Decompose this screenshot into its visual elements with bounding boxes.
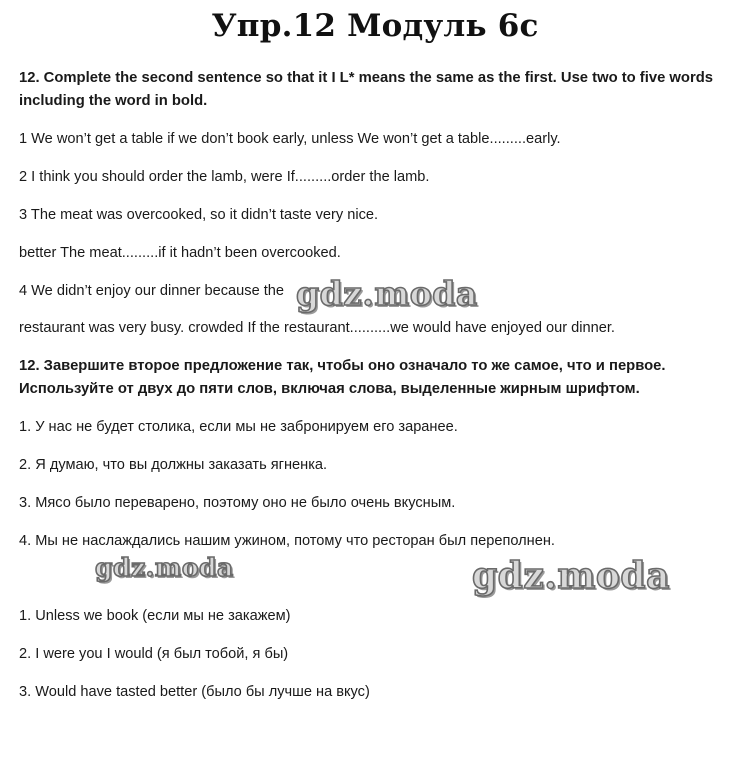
russian-item-3: 3. Мясо было переварено, поэтому оно не было очень вкусным. bbox=[19, 495, 456, 511]
answer-2: 2. I were you I would (я был тобой, я бы) bbox=[19, 646, 289, 662]
russian-item-1: 1. У нас не будет столика, если мы не забронируем его заранее. bbox=[19, 419, 458, 435]
english-item-1: 1 We won’t get a table if we don’t book early, unless We won’t get a table.........early. bbox=[19, 131, 561, 147]
english-instruction-line-2: including the word in bold. bbox=[19, 93, 208, 109]
russian-item-4: 4. Мы не наслаждались нашим ужином, потому что ресторан был переполнен. bbox=[19, 533, 555, 549]
watermark: gdz.moda bbox=[472, 555, 670, 597]
english-item-4-continuation: restaurant was very busy. crowded If the restaurant..........we would have enjoyed our dinner. bbox=[19, 320, 615, 336]
english-item-3: 3 The meat was overcooked, so it didn’t taste very nice. bbox=[19, 207, 379, 223]
watermark: gdz.moda bbox=[296, 274, 478, 313]
watermark: gdz.moda bbox=[95, 553, 234, 582]
english-instruction-line-1: 12. Complete the second sentence so that it I L* means the same as the first. Use two to five words bbox=[19, 70, 713, 86]
english-item-3-continuation: better The meat.........if it hadn’t been overcooked. bbox=[19, 245, 341, 261]
answer-3: 3. Would have tasted better (было бы лучше на вкус) bbox=[19, 684, 370, 700]
answer-1: 1. Unless we book (если мы не закажем) bbox=[19, 608, 291, 624]
page-title: Упр.12 Модуль 6с bbox=[211, 8, 539, 44]
russian-instruction-line-1: 12. Завершите второе предложение так, чтобы оно означало то же самое, что и первое. bbox=[19, 358, 666, 374]
english-item-4: 4 We didn’t enjoy our dinner because the bbox=[19, 283, 285, 299]
english-item-2: 2 I think you should order the lamb, were If.........order the lamb. bbox=[19, 169, 430, 185]
russian-item-2: 2. Я думаю, что вы должны заказать ягненка. bbox=[19, 457, 328, 473]
russian-instruction-line-2: Используйте от двух до пяти слов, включая слова, выделенные жирным шрифтом. bbox=[19, 381, 640, 397]
